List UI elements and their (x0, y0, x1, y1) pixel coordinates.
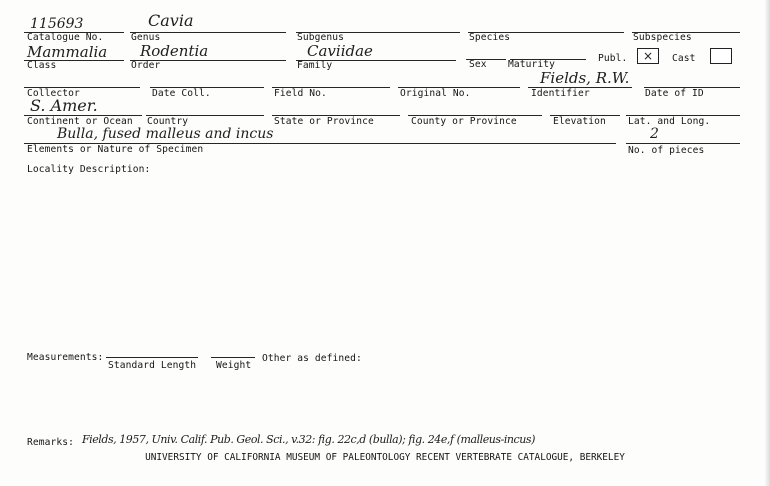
genus-label: Genus (131, 32, 161, 43)
identifier-label: Identifier (531, 88, 590, 99)
family-label: Family (297, 60, 333, 71)
card-edge (764, 0, 770, 486)
order-label: Order (131, 60, 161, 71)
date-coll-label: Date Coll. (152, 88, 211, 99)
weight-rule (211, 357, 255, 358)
cast-label: Cast (672, 53, 696, 64)
species-label: Species (469, 32, 511, 43)
locality-label: Locality Description: (27, 164, 151, 175)
weight-label: Weight (216, 360, 252, 371)
cast-checkbox[interactable] (710, 48, 732, 64)
remarks-value: Fields, 1957, Univ. Calif. Pub. Geol. Sci., v.32: fig. 22c,d (bulla); fig. 24e,f (malleus-incus) (82, 433, 535, 446)
standard-length-label: Standard Length (108, 360, 197, 371)
measurements-label: Measurements: (27, 352, 104, 363)
state-label: State or Province (274, 116, 374, 127)
footer-institution: UNIVERSITY OF CALIFORNIA MUSEUM OF PALEONTOLOGY RECENT VERTEBRATE CATALOGUE, BERKELEY (145, 452, 625, 463)
elevation-label: Elevation (553, 116, 606, 127)
subgenus-label: Subgenus (297, 32, 345, 43)
identifier-value: Fields, R.W. (540, 69, 630, 87)
cast-check-mark (711, 49, 731, 63)
original-no-label: Original No. (400, 88, 471, 99)
order-value: Rodentia (140, 42, 209, 60)
subspecies-label: Subspecies (633, 32, 692, 43)
date-of-id-label: Date of ID (645, 88, 704, 99)
publ-check-mark: × (642, 49, 654, 63)
publ-label: Publ. (598, 53, 628, 64)
lat-long-label: Lat. and Long. (628, 116, 711, 127)
continent-label: Continent or Ocean (27, 116, 133, 127)
catalogue-no-value: 115693 (30, 16, 84, 32)
family-value: Caviidae (307, 42, 373, 60)
publ-checkbox[interactable] (637, 48, 659, 64)
other-defined-label: Other as defined: (262, 353, 362, 364)
county-label: County or Province (411, 116, 517, 127)
no-of-pieces-rule (626, 143, 740, 144)
no-of-pieces-value: 2 (650, 126, 659, 142)
field-no-label: Field No. (274, 88, 327, 99)
remarks-label: Remarks: (27, 437, 75, 448)
class-label: Class (27, 60, 57, 71)
collector-label: Collector (27, 88, 80, 99)
class-value: Mammalia (27, 43, 108, 61)
sex-label: Sex (469, 59, 487, 70)
catalogue-no-label: Catalogue No. (27, 32, 104, 43)
standard-length-rule (106, 357, 198, 358)
continent-value: S. Amer. (30, 96, 98, 115)
no-of-pieces-label: No. of pieces (628, 145, 705, 156)
elements-value: Bulla, fused malleus and incus (57, 126, 274, 142)
elements-label: Elements or Nature of Specimen (27, 144, 204, 155)
genus-value: Cavia (148, 11, 194, 30)
country-label: Country (147, 116, 189, 127)
maturity-label: Maturity (508, 59, 556, 70)
